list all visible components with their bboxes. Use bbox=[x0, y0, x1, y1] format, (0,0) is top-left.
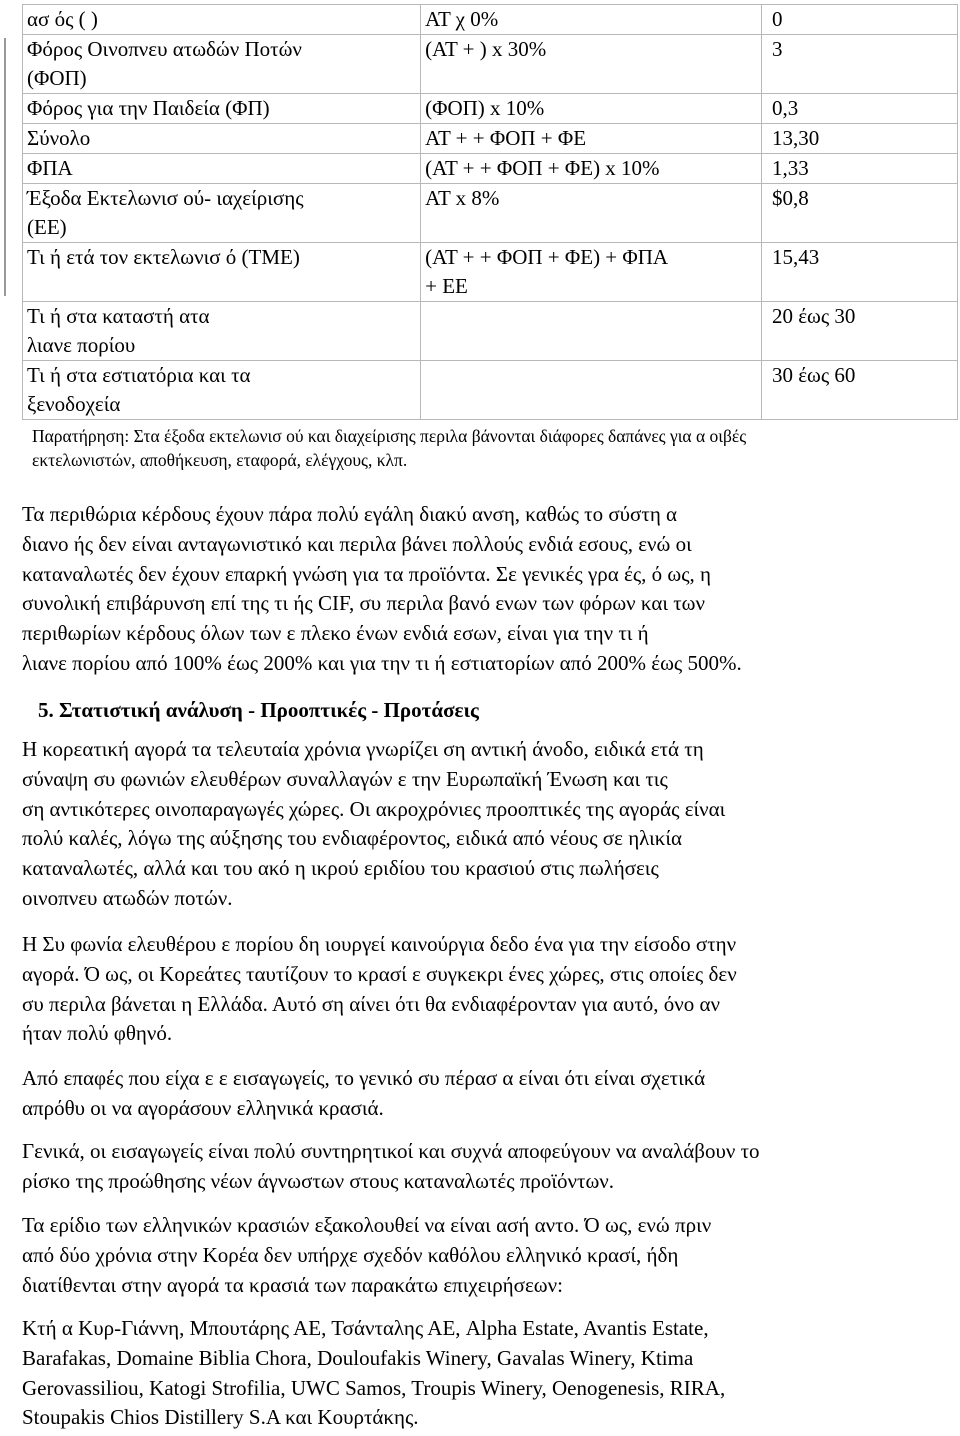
paragraph-margins: Τα περιθώρια κέρδους έχουν πάρα πολύ εγάλη διακύ ανση, καθώς το σύστη α διανο ής δεν είναι ανταγωνιστικό και περιλα βάνει πολλούς ενδιά εσους, ενώ οι καταναλωτές δεν έχουν επαρκή γνώση για τα προϊόντα. Σε γενικές γρα ές, ό ως, η συνολική επιβάρυνση επί της τι ής CIF, συ περιλα βανό ενων των φόρων και των περιθωρίων κέρδους όλων των ε πλεκο ένων ενδιά εσων, είναι για την τι ή λιανε πορίου από 100% έως 200% και για την τι ή εστιατορίων από 200% έως 500%. bbox=[22, 502, 742, 675]
table-row bbox=[23, 302, 958, 361]
table-cell: ΦΠΑ bbox=[23, 154, 421, 184]
paragraph-contacts: Από επαφές που είχα ε ε εισαγωγείς, το γενικό συ πέρασ α είναι ότι είναι σχετικά απρόθυ οι να αγοράσουν ελληνικά κρασιά. bbox=[22, 1066, 706, 1120]
table-cell: Φόρος Οινοπνευ ατωδών Ποτών (ΦΟΠ) bbox=[23, 35, 421, 94]
table-note: Παρατήρηση: Στα έξοδα εκτελωνισ ού και διαχείρισης περιλα βάνονται διάφορες δαπάνες για α οιβές εκτελωνιστών, αποθήκευση, εταφορά, ελέγχους, κλπ. bbox=[32, 426, 747, 470]
table-cell: Τι ή στα εστιατόρια και τα ξενοδοχεία bbox=[23, 361, 421, 420]
table-cell: ΑΤ x 8% bbox=[421, 184, 762, 243]
paragraph-market: Η κορεατική αγορά τα τελευταία χρόνια γνωρίζει ση αντική άνοδο, ειδικά ετά τη σύναψη συ φωνιών ελευθέρων συναλλαγών ε την Ευρωπαϊκή Ένωση και τις ση αντικότερες οινοπαραγωγές χώρες. Οι ακροχρόνιες προοπτικές της αγοράς είναι πολύ καλές, λόγω της αύξησης του ενδιαφέροντος, ειδικά από νέους σε ηλικία καταναλωτές, αλλά και του ακό η ικρού εριδίου του κρασιού στις πωλήσεις οινοπνευ ατωδών ποτών. bbox=[22, 737, 726, 910]
table-cell: (ΑΤ + ) x 30% bbox=[421, 35, 762, 94]
table-cell: Έξοδα Εκτελωνισ ού- ιαχείρισης (ΕΕ) bbox=[23, 184, 421, 243]
paragraph-importers: Γενικά, οι εισαγωγείς είναι πολύ συντηρητικοί και συχνά αποφεύγουν να αναλάβουν το ρίσκο της προώθησης νέων άγνωστων στους καταναλωτές προϊόντων. bbox=[22, 1139, 760, 1193]
table-cell: (ΑΤ + + ΦΟΠ + ΦΕ) + ΦΠΑ + ΕΕ bbox=[421, 243, 762, 302]
table-row bbox=[23, 184, 958, 243]
table-cell: Τι ή στα καταστή ατα λιανε πορίου bbox=[23, 302, 421, 361]
table-row bbox=[23, 5, 958, 35]
table-cell: 0 bbox=[761, 5, 957, 35]
table-row bbox=[23, 124, 958, 154]
table-cell: ΑΤ + + ΦΟΠ + ΦΕ bbox=[421, 124, 762, 154]
table-cell: 20 έως 30 bbox=[761, 302, 957, 361]
table-cell: Σύνολο bbox=[23, 124, 421, 154]
table-cell bbox=[421, 302, 762, 361]
table-cell: ΑΤ χ 0% bbox=[421, 5, 762, 35]
table-cell: 15,43 bbox=[761, 243, 957, 302]
section-heading: 5. Στατιστική ανάλυση - Προοπτικές - Προτάσεις bbox=[38, 698, 479, 722]
table-cell: 0,3 bbox=[761, 94, 957, 124]
table-row bbox=[23, 94, 958, 124]
table-row bbox=[23, 243, 958, 302]
table-row bbox=[23, 154, 958, 184]
table-cell: Τι ή ετά τον εκτελωνισ ό (ΤΜΕ) bbox=[23, 243, 421, 302]
table-row bbox=[23, 361, 958, 420]
table-cell: 30 έως 60 bbox=[761, 361, 957, 420]
table-cell bbox=[421, 361, 762, 420]
table-cell: 13,30 bbox=[761, 124, 957, 154]
paragraph-share: Τα ερίδιο των ελληνικών κρασιών εξακολουθεί να είναι ασή αντο. Ό ως, ενώ πριν από δύο χρόνια στην Κορέα δεν υπήρχε σχεδόν καθόλου ελληνικό κρασί, ήδη διατίθενται στην αγορά τα κρασιά των παρακάτω επιχειρήσεων: bbox=[22, 1213, 712, 1297]
paragraph-wineries: Κτή α Κυρ-Γιάννη, Μπουτάρης ΑΕ, Τσάνταλης ΑΕ, Alpha Estate, Avantis Estate, Barafakas, Domaine Biblia Chora, Douloufakis Winery, Gavalas Winery, Ktima Gerovassiliou, Katogi Strofilia, UWC Samos, Troupis Winery, Oenogenesis, RIRA, Stoupakis Chios Distillery S.A και Κουρτάκης. bbox=[22, 1316, 726, 1430]
table-cell: 3 bbox=[761, 35, 957, 94]
table-cell: Φόρος για την Παιδεία (ΦΠ) bbox=[23, 94, 421, 124]
table-cell: (ΦΟΠ) x 10% bbox=[421, 94, 762, 124]
table-cell: ασ ός ( ) bbox=[23, 5, 421, 35]
tax-table-body bbox=[23, 5, 958, 420]
change-bar bbox=[4, 38, 6, 296]
table-cell: $0,8 bbox=[761, 184, 957, 243]
paragraph-agreement: Η Συ φωνία ελευθέρου ε πορίου δη ιουργεί καινούργια δεδο ένα για την είσοδο στην αγορά. Ό ως, οι Κορεάτες ταυτίζουν το κρασί ε συγκεκρι ένες χώρες, στις οποίες δεν συ περιλα βάνεται η Ελλάδα. Αυτό ση αίνει ότι θα ενδιαφέρονταν για αυτό, όνο αν ήταν πολύ φθηνό. bbox=[22, 932, 737, 1046]
tax-table bbox=[22, 4, 958, 420]
table-cell: 1,33 bbox=[761, 154, 957, 184]
table-cell: (ΑΤ + + ΦΟΠ + ΦΕ) x 10% bbox=[421, 154, 762, 184]
table-row bbox=[23, 35, 958, 94]
